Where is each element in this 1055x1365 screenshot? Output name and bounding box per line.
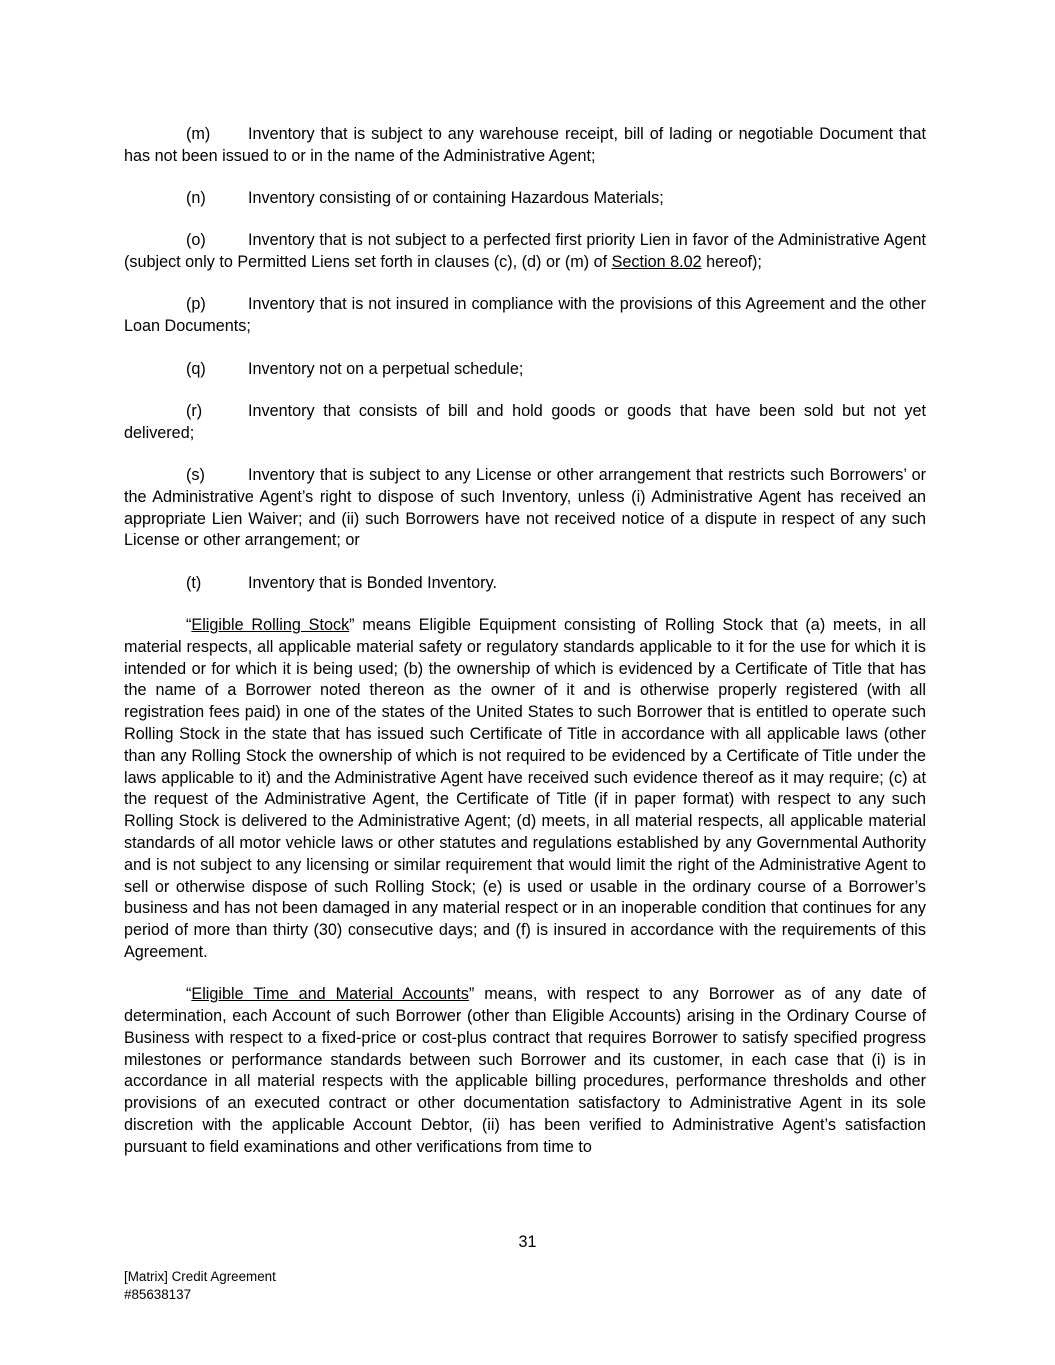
clause-m xyxy=(124,124,926,168)
clause-text: Inventory that is not subject to a perfected first priority Lien in favor of the Administrative Agent (subject only to Permitted Liens set forth in clauses (c), (d) or (m) of xyxy=(124,231,926,272)
close-quote: ” xyxy=(468,985,475,1004)
open-quote: “ xyxy=(186,615,192,634)
clause-number: (m) xyxy=(186,125,211,143)
clause-text: Inventory that is subject to any License or other arrangement that restricts such Borrowers’ or the Administrative Agent’s right to dispose of such Inventory, unless (i) Administrative Agent has received an appropriate Lien Waiver; and (ii) such Borrowers have not received notice of a dispute in respect of any such License or other arrangement; or xyxy=(124,465,926,550)
clause-text: Inventory that is Bonded Inventory. xyxy=(248,573,497,592)
clause-text: Inventory that is not insured in compliance with the provisions of this Agreement and the other Loan Documents; xyxy=(124,295,926,336)
clause-number: (n) xyxy=(186,189,206,208)
clause-s xyxy=(124,465,926,552)
clause-n xyxy=(124,188,926,210)
clause-number: (q) xyxy=(186,359,206,378)
footer-doc-id: #85638137 xyxy=(124,1287,192,1302)
clause-r xyxy=(124,401,926,445)
definition-text: means, with respect to any Borrower as of any date of determination, each Account of such Borrower (other than Eligible Accounts) arising in the Ordinary Course of Business with respect to a fixed-price or cost-plus contract that requires Borrower to satisfy specified progress milestones or performance standards between such Borrower and its customer, in each case that (i) is in accordance in all material respects with the applicable billing procedures, performance thresholds and other provisions of an executed contract or other documentation satisfactory to Administrative Agent in its sole discretion with the applicable Account Debtor, (ii) has been verified to Administrative Agent’s satisfaction pursuant to field examinations and other verifications from time to xyxy=(124,985,926,1156)
defined-term: Eligible Rolling Stock xyxy=(191,615,350,634)
clause-text: Inventory that is subject to any warehouse receipt, bill of lading or negotiable Document that has not been issued to or in the name of the Administrative Agent; xyxy=(124,125,926,165)
clause-t xyxy=(124,573,926,595)
definition-eligible-rolling-stock xyxy=(124,615,926,964)
clause-text: Inventory not on a perpetual schedule; xyxy=(248,359,524,378)
clause-text-end: hereof); xyxy=(701,253,762,272)
open-quote: “ xyxy=(186,985,192,1004)
clause-q xyxy=(124,359,926,381)
section-reference: Section 8.02 xyxy=(611,253,702,272)
document-body xyxy=(124,124,926,1179)
defined-term: Eligible Time and Material Accounts xyxy=(191,985,469,1004)
clause-number: (o) xyxy=(186,231,206,250)
close-quote: ” xyxy=(349,615,355,634)
clause-p xyxy=(124,294,926,338)
footer-title: [Matrix] Credit Agreement xyxy=(124,1269,276,1284)
clause-text: Inventory consisting of or containing Hazardous Materials; xyxy=(248,189,664,208)
clause-number: (s) xyxy=(186,465,205,484)
page-number: 31 xyxy=(518,1233,537,1251)
clause-number: (r) xyxy=(186,401,203,420)
clause-number: (t) xyxy=(186,573,202,592)
clause-text: Inventory that consists of bill and hold goods or goods that have been sold but not yet delivered; xyxy=(124,401,926,442)
clause-o xyxy=(124,230,926,274)
definition-eligible-time-and-material-accounts xyxy=(124,984,926,1158)
footer xyxy=(124,1268,276,1304)
clause-number: (p) xyxy=(186,295,206,314)
definition-text: means Eligible Equipment consisting of Rolling Stock that (a) meets, in all material respects, all applicable material safety or regulatory standards applicable to it for the use for which it is intended or for which it is being used; (b) the ownership of which is evidenced by a Certificate of Title that has the name of a Borrower noted thereon as the owner of it and is otherwise properly registered (with all registration fees paid) in one of the states of the United States to such Borrower that is entitled to operate such Rolling Stock in the state that has issued such Certificate of Title in accordance with all applicable laws (other than any Rolling Stock the ownership of which is not required to be evidenced by a Certificate of Title under the laws applicable to it) and the Administrative Agent have received such evidence thereof as it may require; (c) at the request of the Administrative Agent, the Certificate of Title (if in paper format) with respect to any such Rolling Stock is delivered to the Administrative Agent; (d) meets, in all material respects, all applicable material standards of all motor vehicle laws or other statutes and regulations established by any Governmental Authority and is not subject to any licensing or similar requirement that would limit the right of the Administrative Agent to sell or otherwise dispose of such Rolling Stock; (e) is used or usable in the ordinary course of a Borrower’s business and has not been damaged in any material respect or in an inoperable condition that continues for any period of more than thirty (30) consecutive days; and (f) is insured in accordance with the requirements of this Agreement. xyxy=(124,615,926,961)
